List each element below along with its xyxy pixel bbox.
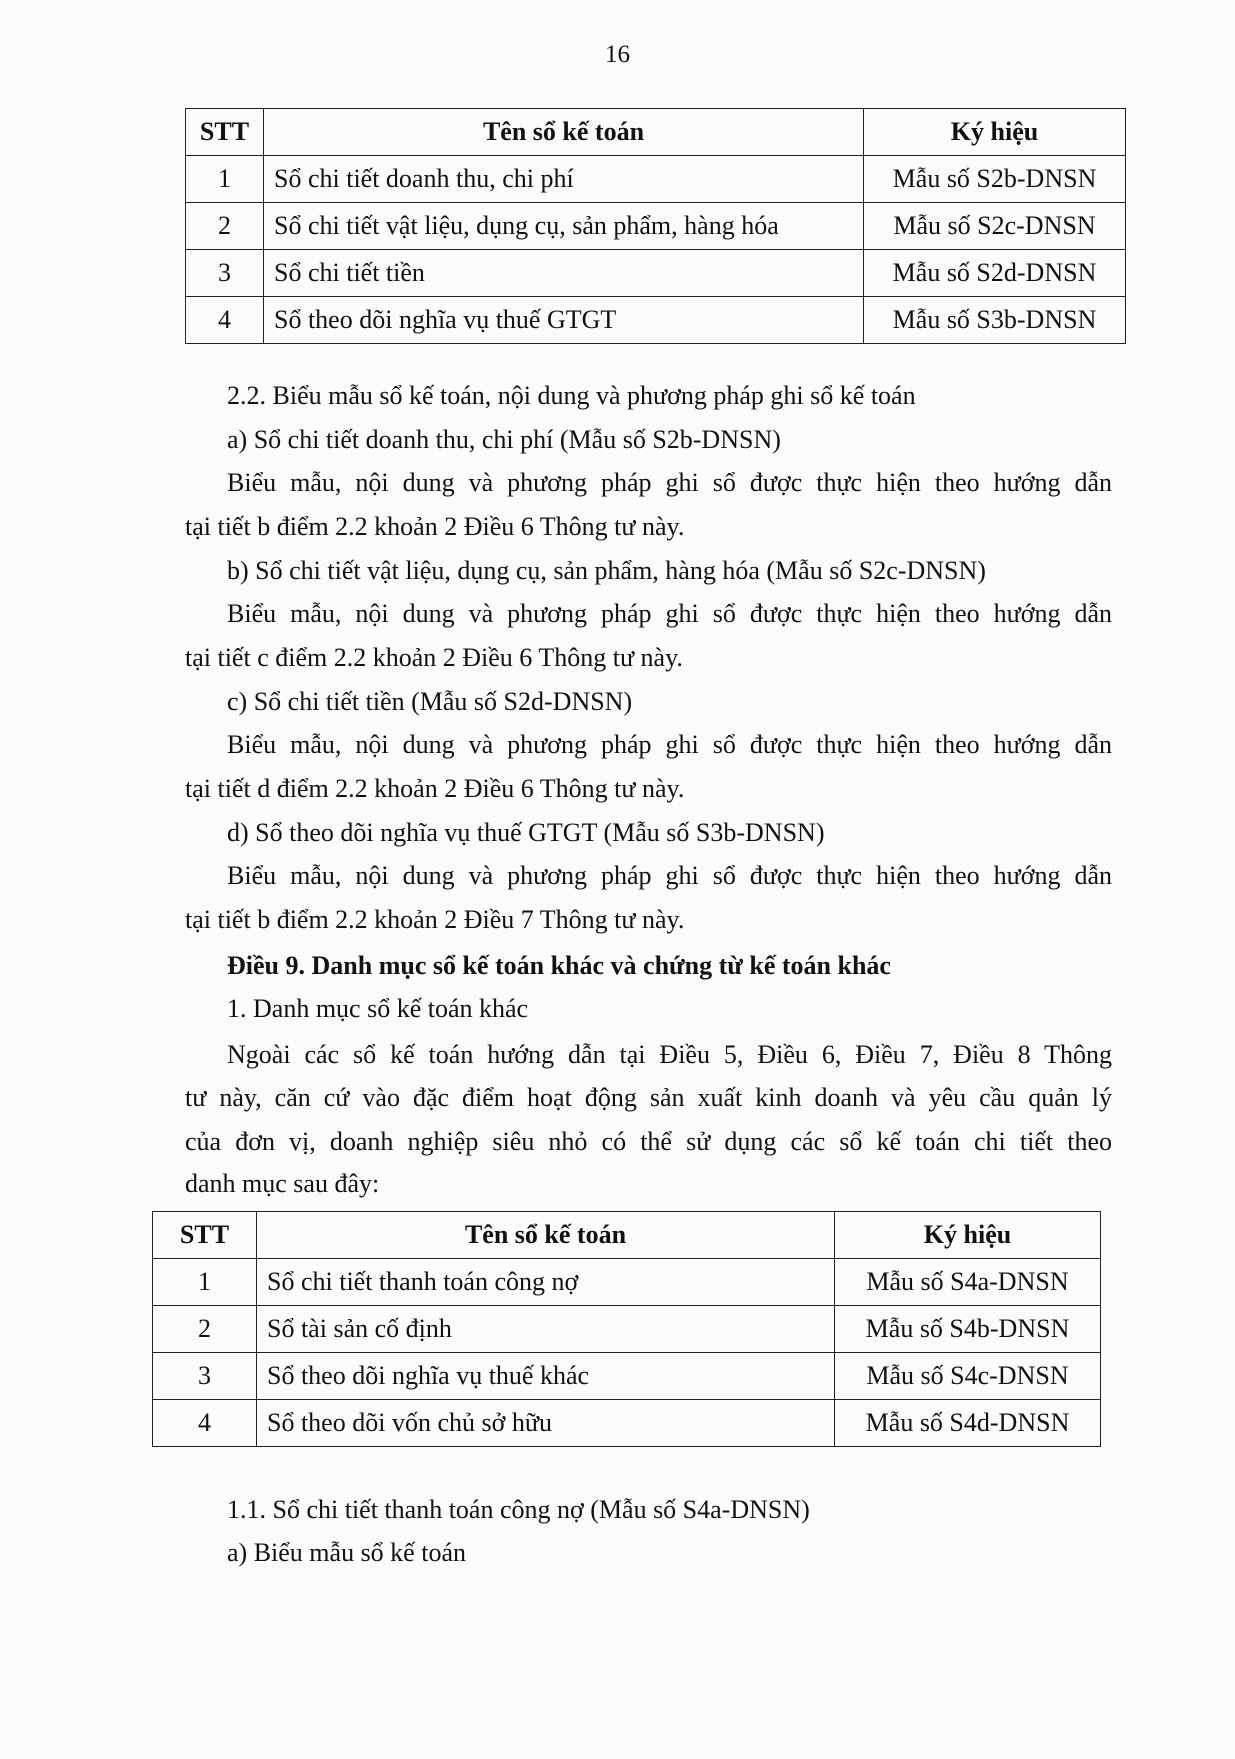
cell-code: Mẫu số S2d-DNSN	[864, 250, 1126, 297]
section-1-1-subheading-a: a) Biểu mẫu sổ kế toán	[227, 1538, 466, 1567]
item-b-title: b) Sổ chi tiết vật liệu, dụng cụ, sản phẩm, hàng hóa (Mẫu số S2c-DNSN)	[227, 556, 986, 585]
item-a-title: a) Sổ chi tiết doanh thu, chi phí (Mẫu số S2b-DNSN)	[227, 425, 781, 454]
accounting-books-table-1	[185, 108, 1126, 344]
table-row	[153, 1353, 1101, 1400]
cell-book-name: Sổ theo dõi vốn chủ sở hữu	[257, 1400, 835, 1447]
column-header-stt: STT	[153, 1212, 257, 1259]
table-row	[153, 1259, 1101, 1306]
table-header-row	[186, 109, 1126, 156]
article-9-paragraph-line-1: Ngoài các sổ kế toán hướng dẫn tại Điều 5, Điều 6, Điều 7, Điều 8 Thông	[227, 1040, 1112, 1069]
cell-stt: 1	[186, 156, 264, 203]
column-header-book-name: Tên sổ kế toán	[257, 1212, 835, 1259]
cell-code: Mẫu số S4c-DNSN	[835, 1353, 1101, 1400]
cell-stt: 1	[153, 1259, 257, 1306]
cell-code: Mẫu số S4a-DNSN	[835, 1259, 1101, 1306]
article-9-paragraph-line-4: danh mục sau đây:	[185, 1169, 380, 1198]
item-d-text-line-1: Biểu mẫu, nội dung và phương pháp ghi sổ được thực hiện theo hướng dẫn	[227, 861, 1112, 890]
table-row	[153, 1400, 1101, 1447]
cell-stt: 3	[153, 1353, 257, 1400]
cell-code: Mẫu số S3b-DNSN	[864, 297, 1126, 344]
section-heading-2-2: 2.2. Biểu mẫu sổ kế toán, nội dung và phương pháp ghi sổ kế toán	[227, 381, 916, 410]
cell-stt: 2	[153, 1306, 257, 1353]
cell-book-name: Sổ chi tiết vật liệu, dụng cụ, sản phẩm, hàng hóa	[264, 203, 864, 250]
item-b-text-line-1: Biểu mẫu, nội dung và phương pháp ghi sổ được thực hiện theo hướng dẫn	[227, 599, 1112, 628]
item-a-text-line-1: Biểu mẫu, nội dung và phương pháp ghi sổ được thực hiện theo hướng dẫn	[227, 468, 1112, 497]
column-header-book-name: Tên sổ kế toán	[264, 109, 864, 156]
article-9-paragraph-line-2: tư này, căn cứ vào đặc điểm hoạt động sản xuất kinh doanh và yêu cầu quản lý	[185, 1083, 1112, 1112]
cell-book-name: Sổ theo dõi nghĩa vụ thuế khác	[257, 1353, 835, 1400]
article-9-heading: Điều 9. Danh mục sổ kế toán khác và chứng từ kế toán khác	[227, 951, 891, 980]
table-row	[153, 1306, 1101, 1353]
item-b-text-line-2: tại tiết c điểm 2.2 khoản 2 Điều 6 Thông tư này.	[185, 643, 683, 672]
item-c-text-line-1: Biểu mẫu, nội dung và phương pháp ghi sổ được thực hiện theo hướng dẫn	[227, 730, 1112, 759]
cell-book-name: Sổ chi tiết thanh toán công nợ	[257, 1259, 835, 1306]
section-heading-1-1: 1.1. Sổ chi tiết thanh toán công nợ (Mẫu số S4a-DNSN)	[227, 1495, 810, 1524]
table-row	[186, 156, 1126, 203]
cell-stt: 4	[153, 1400, 257, 1447]
cell-book-name: Sổ chi tiết doanh thu, chi phí	[264, 156, 864, 203]
item-d-text-line-2: tại tiết b điểm 2.2 khoản 2 Điều 7 Thông tư này.	[185, 905, 685, 934]
column-header-code: Ký hiệu	[835, 1212, 1101, 1259]
article-9-paragraph-line-3: của đơn vị, doanh nghiệp siêu nhỏ có thể sử dụng các sổ kế toán chi tiết theo	[185, 1127, 1112, 1156]
cell-code: Mẫu số S4d-DNSN	[835, 1400, 1101, 1447]
cell-stt: 4	[186, 297, 264, 344]
cell-code: Mẫu số S2c-DNSN	[864, 203, 1126, 250]
cell-code: Mẫu số S4b-DNSN	[835, 1306, 1101, 1353]
cell-book-name: Sổ chi tiết tiền	[264, 250, 864, 297]
table-row	[186, 250, 1126, 297]
cell-stt: 3	[186, 250, 264, 297]
accounting-books-table-2	[152, 1211, 1101, 1447]
item-c-title: c) Sổ chi tiết tiền (Mẫu số S2d-DNSN)	[227, 687, 633, 716]
cell-book-name: Sổ theo dõi nghĩa vụ thuế GTGT	[264, 297, 864, 344]
cell-stt: 2	[186, 203, 264, 250]
cell-code: Mẫu số S2b-DNSN	[864, 156, 1126, 203]
table-row	[186, 203, 1126, 250]
item-d-title: d) Sổ theo dõi nghĩa vụ thuế GTGT (Mẫu số S3b-DNSN)	[227, 818, 825, 847]
article-9-subheading-1: 1. Danh mục sổ kế toán khác	[227, 994, 529, 1023]
column-header-code: Ký hiệu	[864, 109, 1126, 156]
cell-book-name: Sổ tài sản cố định	[257, 1306, 835, 1353]
item-a-text-line-2: tại tiết b điểm 2.2 khoản 2 Điều 6 Thông tư này.	[185, 512, 685, 541]
table-row	[186, 297, 1126, 344]
item-c-text-line-2: tại tiết d điểm 2.2 khoản 2 Điều 6 Thông tư này.	[185, 774, 685, 803]
table-header-row	[153, 1212, 1101, 1259]
page-number: 16	[605, 41, 630, 68]
column-header-stt: STT	[186, 109, 264, 156]
